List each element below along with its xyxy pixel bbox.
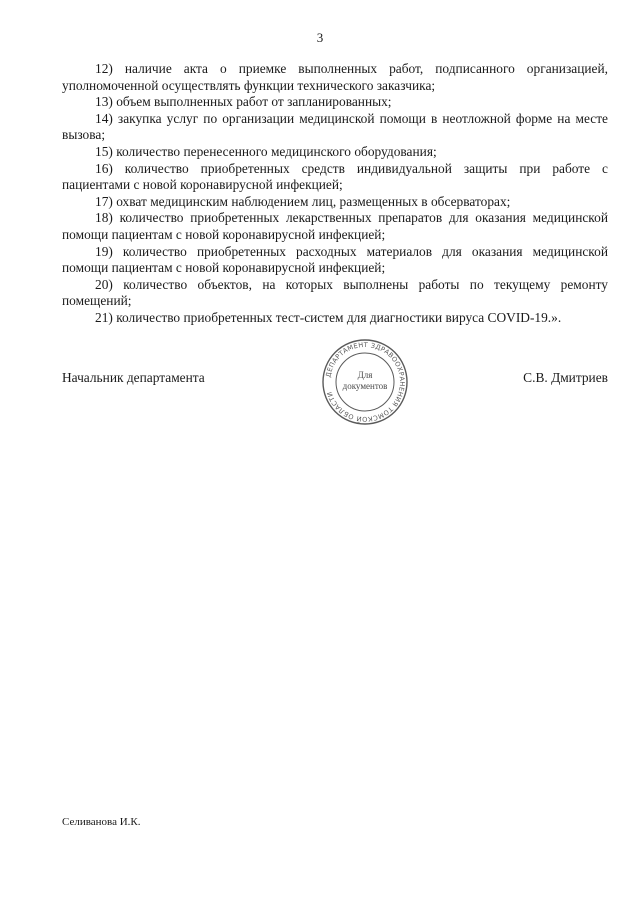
list-item: 17) охват медицинским наблюдением лиц, размещенных в обсерваторах; [95, 193, 511, 209]
signer-title: Начальник департамента [62, 370, 205, 385]
list-item: 16) количество приобретенных средств индивидуальной защиты при работе с пациентами с новой коронавирусной инфекцией; [62, 160, 608, 193]
stamp-center-line1: Для [357, 370, 373, 380]
stamp-ring-text: ДЕПАРТАМЕНТ ЗДРАВООХРАНЕНИЯ ТОМСКОЙ ОБЛАСТИ [324, 340, 407, 424]
seal-stamp [320, 337, 410, 427]
list-item: 13) объем выполненных работ от запланированных; [95, 94, 392, 110]
list-item: 14) закупка услуг по организации медицинской помощи в неотложной форме на месте вызова; [62, 110, 608, 143]
list-item: 18) количество приобретенных лекарственных препаратов для оказания медицинской помощи пациентам с новой коронавирусной инфекцией; [62, 210, 608, 242]
indicator-list [62, 61, 608, 327]
stamp-center-line2: документов [342, 381, 388, 391]
page-number: 3 [316, 30, 324, 45]
list-item: 15) количество перенесенного медицинского оборудования; [95, 143, 437, 159]
list-item: 12) наличие акта о приемке выполненных работ, подписанного организацией, уполномоченной осуществлять функции технического заказчика; [62, 61, 608, 93]
executor-name: Селиванова И.К. [62, 816, 141, 828]
list-item: 19) количество приобретенных расходных материалов для оказания медицинской помощи пациентам с новой коронавирусной инфекцией; [62, 243, 608, 276]
signer-name: С.В. Дмитриев [523, 370, 608, 385]
list-item: 20) количество объектов, на которых выполнены работы по текущему ремонту помещений; [62, 276, 608, 309]
list-item: 21) количество приобретенных тест-систем для диагностики вируса COVID-19.». [95, 309, 562, 325]
